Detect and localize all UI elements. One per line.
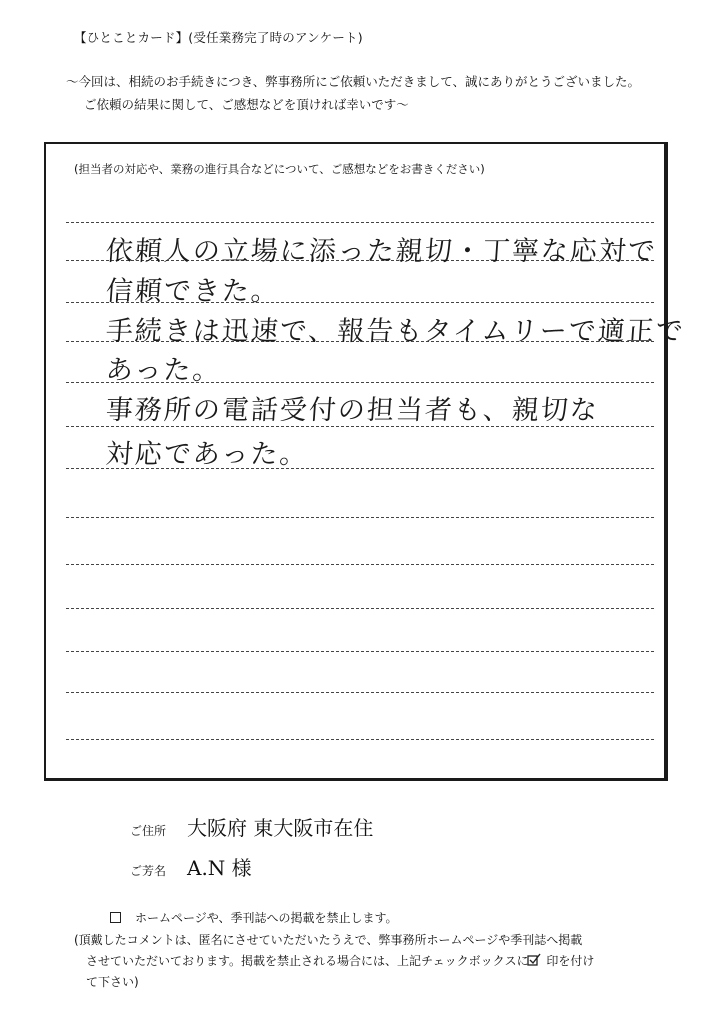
intro-line-2: ご依頼の結果に関して、ご感想などを頂ければ幸いです～ [84, 97, 409, 112]
handwritten-line: あった。 [104, 355, 223, 386]
ruled-line [66, 608, 654, 609]
publication-consent [110, 909, 398, 926]
ruled-line [66, 564, 654, 565]
ruled-line [66, 739, 654, 740]
intro-message [66, 70, 640, 116]
publication-note [74, 930, 674, 993]
ruled-line [66, 222, 654, 223]
handwritten-line: 信頼できた。 [104, 276, 281, 307]
note-line-3: て下さい) [86, 975, 139, 989]
note-line-2: させていただいております。掲載を禁止される場合には、上記チェックボックスに 印を付け [86, 954, 595, 968]
comment-prompt: (担当者の対応や、業務の進行具合などについて、ご感想などをお書きください) [74, 162, 485, 176]
handwritten-line: 対応であった。 [104, 439, 310, 470]
checkbox-label: ホームページや、季刊誌への掲載を禁止します。 [135, 911, 398, 925]
address-label: ご住所 [130, 824, 167, 838]
handwritten-line: 手続きは迅速で、報告もタイムリーで適正で [104, 316, 686, 347]
name-value: A.N 様 [187, 856, 252, 880]
intro-line-1: ～今回は、相続のお手続きにつき、弊事務所にご依頼いただきまして、誠にありがとうございました。 [66, 74, 641, 89]
ruled-line [66, 517, 654, 518]
note-line-1: (頂戴したコメントは、匿名にさせていただいたうえで、弊事務所ホームページや季刊誌へ掲載 [74, 933, 583, 947]
name-label: ご芳名 [130, 864, 167, 878]
handwritten-line: 事務所の電話受付の担当者も、親切な [104, 395, 600, 426]
comment-box [44, 142, 686, 781]
card-title: 【ひとことカード】(受任業務完了時のアンケート) [74, 30, 363, 45]
prohibit-publication-checkbox[interactable] [110, 912, 121, 923]
checkmark-box-icon [527, 953, 541, 967]
address-value: 大阪府 東大阪市在住 [187, 816, 374, 840]
ruled-line [66, 651, 654, 652]
ruled-line [66, 692, 654, 693]
handwritten-line: 依頼人の立場に添った親切・丁寧な応対で [104, 236, 658, 267]
